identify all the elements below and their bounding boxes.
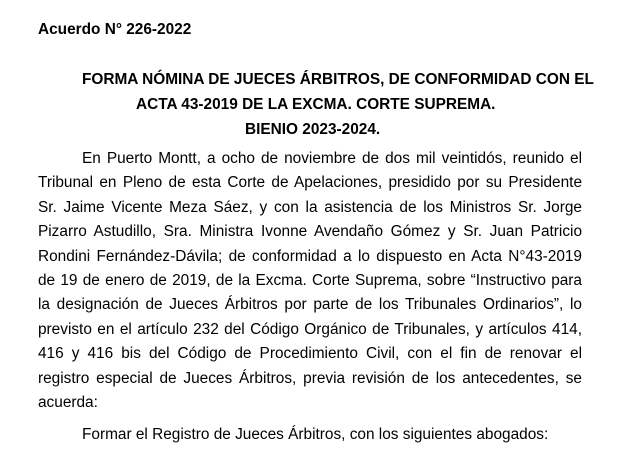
title-line-3: BIENIO 2023-2024. [245,121,381,138]
closing-paragraph: Formar el Registro de Jueces Árbitros, con los siguientes abogados: [82,426,549,443]
agreement-number: Acuerdo N° 226-2022 [38,21,192,38]
title-line-2: ACTA 43-2019 DE LA EXCMA. CORTE SUPREMA. [136,96,496,113]
body-paragraph: En Puerto Montt, a ocho de noviembre de dos mil veintidós, reunido el Tribunal en Pleno de esta Corte de Apelaciones, presidido por su Presidente Sr. Jaime Vicente Meza Sáez, y con la asistencia de los Ministros Sr. Jorge Pizarro Astudillo, Sra. Ministra Ivonne Avendaño Gómez y Sr. Juan Patricio Rondini Fernández-Dávila; de conformidad a lo dispuesto en Acta N°43-2019 de 19 de enero de 2019, de la Excma. Corte Suprema, sobre “Instructivo para la designación de Jueces Árbitros por parte de los Tribunales Ordinarios”, lo previsto en el artículo 232 del Código Orgánico de Tribunales, y artículos 414, 416 y 416 bis del Código de Procedimiento Civil, con el fin de renovar el registro especial de Jueces Árbitros, previa revisión de los antecedentes, se acuerda: [38,150,582,412]
title-line-1: FORMA NÓMINA DE JUECES ÁRBITROS, DE CONFORMIDAD CON EL [82,71,594,88]
